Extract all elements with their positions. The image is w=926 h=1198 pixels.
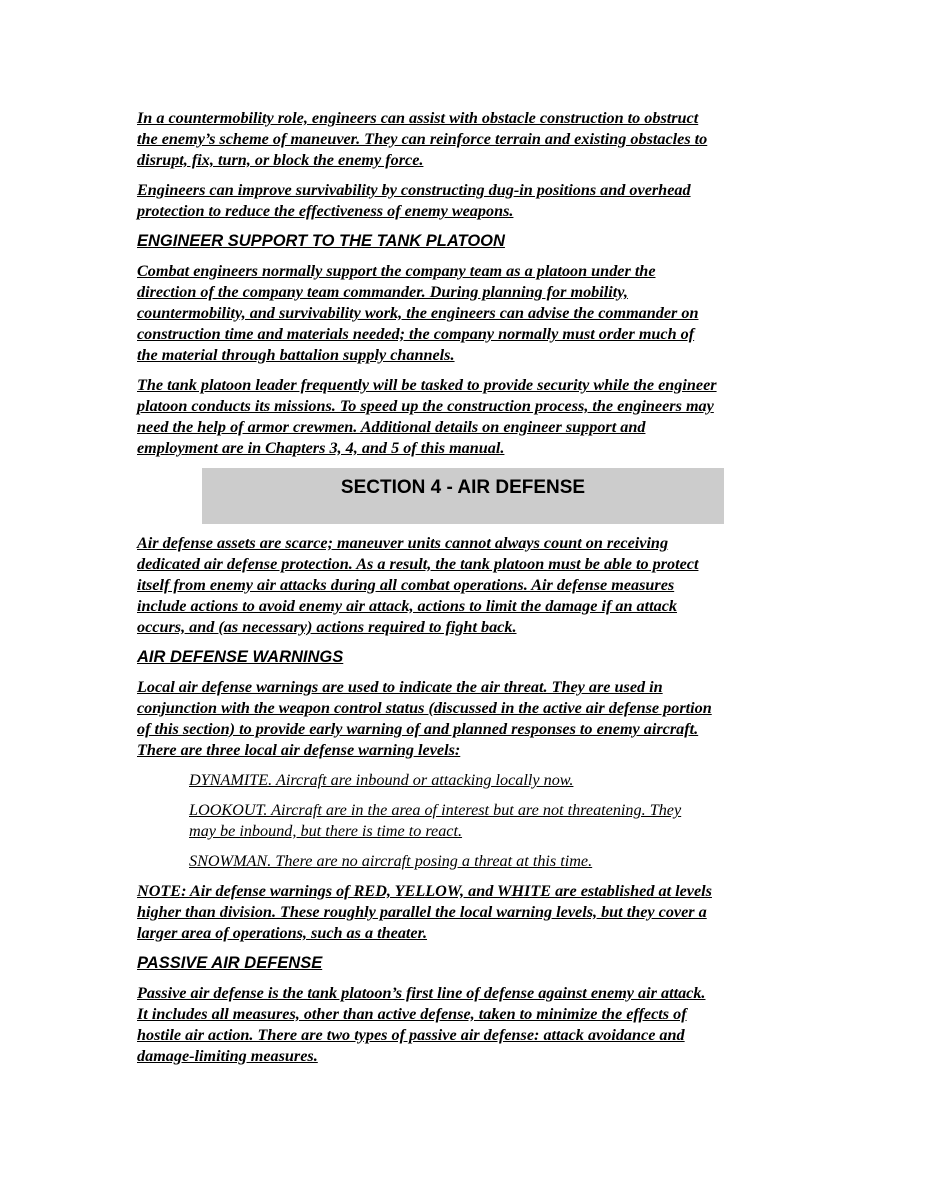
- paragraph-countermobility: In a countermobility role, engineers can assist with obstacle construction to obstruct the enemy’s scheme of maneuver. They can reinforce terrain and existing obstacles to disrupt, fix, turn, or block the enemy force.: [137, 109, 708, 169]
- warning-level-dynamite: DYNAMITE. Aircraft are inbound or attacking locally now.: [189, 771, 574, 789]
- paragraph-note: NOTE: Air defense warnings of RED, YELLOW, and WHITE are established at levels higher than division. These roughly parallel the local warning levels, but they cover a larger area of operations, such as a theater.: [137, 882, 712, 942]
- heading-engineer-support: ENGINEER SUPPORT TO THE TANK PLATOON: [137, 232, 505, 250]
- warning-level-lookout: LOOKOUT. Aircraft are in the area of interest but are not threatening. They may be inbound, but there is time to react.: [189, 801, 682, 840]
- heading-air-defense-warnings: AIR DEFENSE WARNINGS: [137, 648, 344, 666]
- paragraph-platoon-leader: The tank platoon leader frequently will be tasked to provide security while the engineer platoon conducts its missions. To speed up the construction process, the engineers may need the help of armor crewmen. Additional details on engineer support and employment are in Chapters 3, 4, and 5 of this manual.: [137, 376, 717, 457]
- page-content: [137, 108, 797, 1076]
- section-title-banner: SECTION 4 - AIR DEFENSE: [202, 468, 724, 524]
- warning-level-snowman: SNOWMAN. There are no aircraft posing a threat at this time.: [189, 852, 593, 870]
- paragraph-air-defense-intro: Air defense assets are scarce; maneuver units cannot always count on receiving dedicated air defense protection. As a result, the tank platoon must be able to protect itself from enemy air attacks during all combat operations. Air defense measures include actions to avoid enemy air attack, actions to limit the damage if an attack occurs, and (as necessary) actions required to fight back.: [137, 534, 699, 636]
- heading-passive-air-defense: PASSIVE AIR DEFENSE: [137, 954, 323, 972]
- paragraph-combat-engineers: Combat engineers normally support the company team as a platoon under the direction of the company team commander. During planning for mobility, countermobility, and survivability work, the engineers can advise the commander on construction time and materials needed; the company normally must order much of the material through battalion supply channels.: [137, 262, 699, 364]
- paragraph-passive-air-defense: Passive air defense is the tank platoon’s first line of defense against enemy air attack. It includes all measures, other than active defense, taken to minimize the effects of hostile air action. There are two types of passive air defense: attack avoidance and damage-limiting measures.: [137, 984, 706, 1065]
- paragraph-warnings-intro: Local air defense warnings are used to indicate the air threat. They are used in conjunction with the weapon control status (discussed in the active air defense portion of this section) to provide early warning of and planned responses to enemy aircraft. There are three local air defense warning levels:: [137, 678, 712, 759]
- paragraph-survivability: Engineers can improve survivability by constructing dug-in positions and overhead protection to reduce the effectiveness of enemy weapons.: [137, 181, 691, 220]
